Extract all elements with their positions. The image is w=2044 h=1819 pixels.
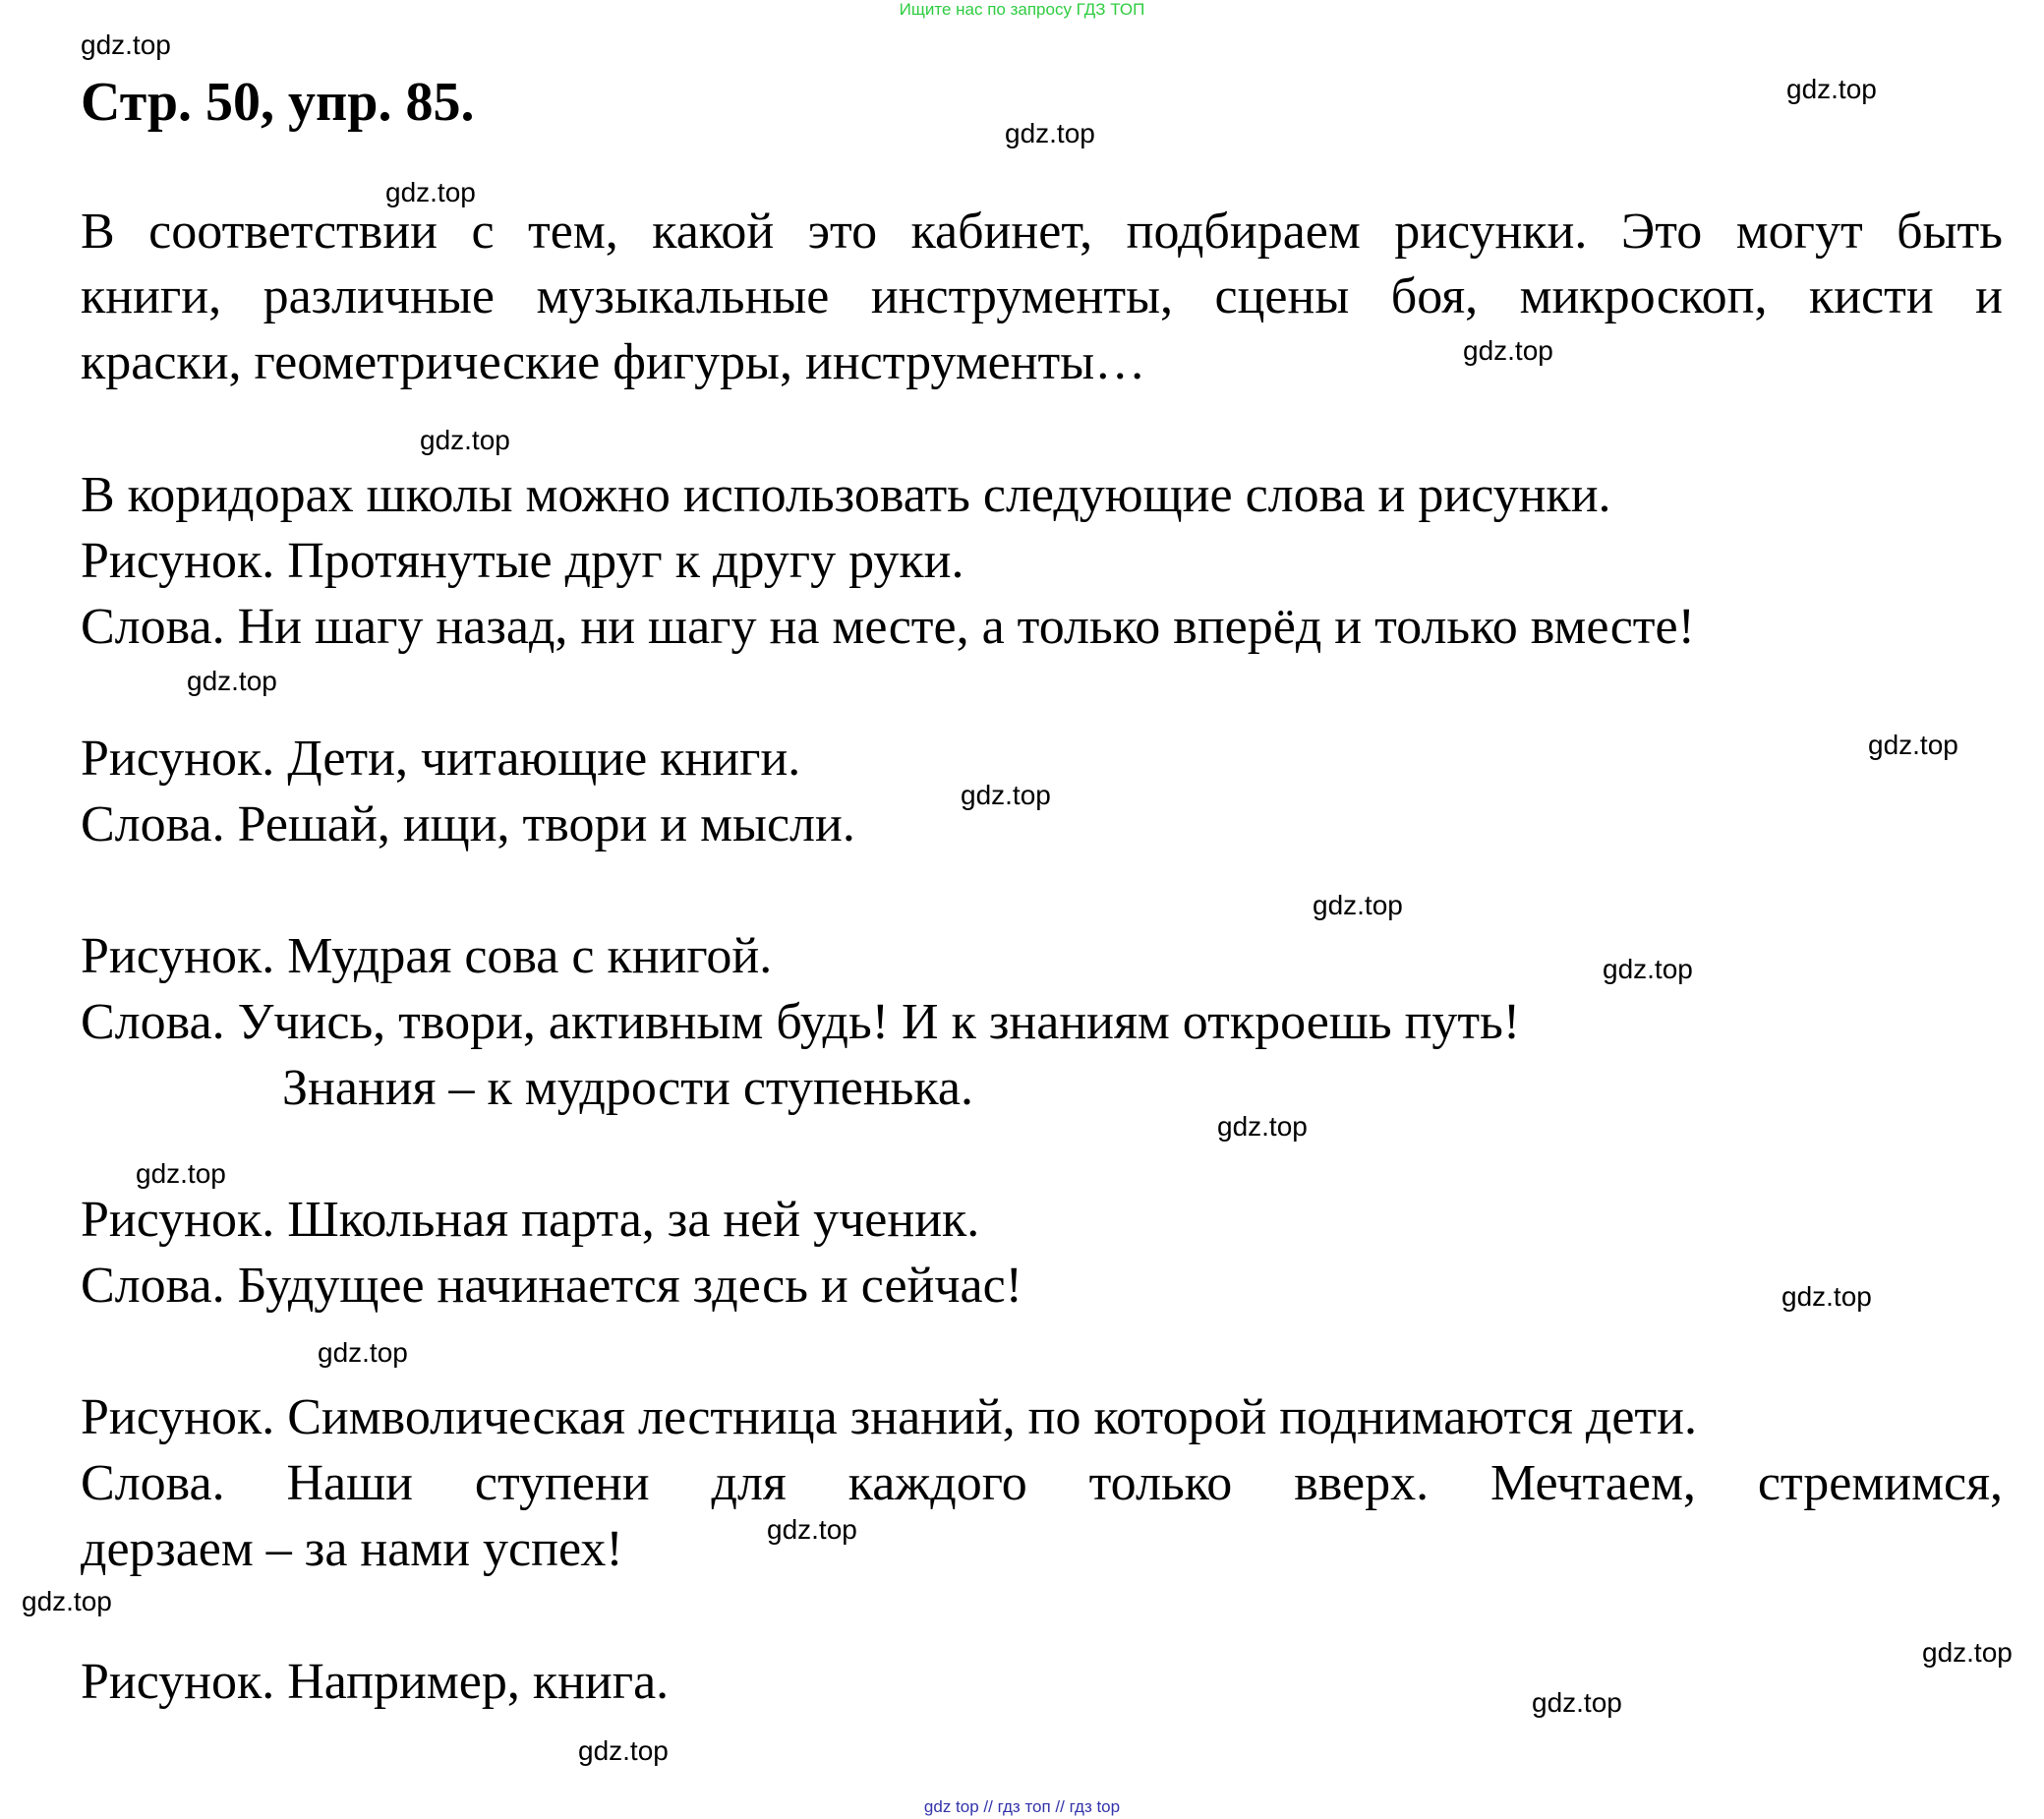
watermark: gdz.top [22, 1586, 112, 1616]
watermark: gdz.top [1532, 1687, 1622, 1718]
top-banner: Ищите нас по запросу ГДЗ ТОП [899, 0, 1145, 19]
text-line: Слова. Учись, твори, активным будь! И к знаниям откроешь путь! [81, 994, 1521, 1050]
text-line: Слова. Будущее начинается здесь и сейчас! [81, 1258, 1022, 1314]
page-title: Стр. 50, упр. 85. [81, 72, 475, 133]
watermark: gdz.top [1781, 1281, 1872, 1312]
text-line: книги, различные музыкальные инструменты, сцены боя, микроскоп, кисти и [81, 268, 2003, 324]
text-line: дерзаем – за нами успех! [81, 1521, 623, 1577]
watermark: gdz.top [385, 177, 476, 207]
watermark: gdz.top [1922, 1637, 2013, 1668]
watermark: gdz.top [318, 1337, 408, 1368]
watermark: gdz.top [1217, 1111, 1308, 1142]
text-line: Рисунок. Протянутые друг к другу руки. [81, 533, 964, 589]
watermark: gdz.top [420, 425, 510, 455]
text-line: Рисунок. Мудрая сова с книгой. [81, 928, 773, 984]
watermark: gdz.top [1868, 730, 1958, 760]
text-line: Рисунок. Дети, читающие книги. [81, 731, 801, 787]
watermark: gdz.top [1603, 954, 1693, 984]
watermark: gdz.top [578, 1735, 669, 1766]
text-line: Слова. Решай, ищи, твори и мысли. [81, 796, 855, 852]
watermark: gdz.top [1313, 890, 1403, 920]
text-line: Слова. Ни шагу назад, ни шагу на месте, а только вперёд и только вместе! [81, 599, 1695, 655]
text-line: Рисунок. Школьная парта, за ней ученик. [81, 1192, 980, 1248]
watermark: gdz.top [136, 1158, 226, 1189]
watermark: gdz.top [961, 780, 1051, 810]
watermark: gdz.top [187, 666, 277, 696]
text-line: Слова. Наши ступени для каждого только вверх. Мечтаем, стремимся, [81, 1455, 2003, 1511]
text-line: краски, геометрические фигуры, инструменты… [81, 334, 1146, 390]
watermark: gdz.top [81, 29, 171, 60]
watermark: gdz.top [1005, 118, 1095, 148]
text-line: В коридорах школы можно использовать следующие слова и рисунки. [81, 467, 1611, 523]
bottom-banner: gdz top // гдз топ // гдз top [923, 1797, 1121, 1816]
text-line: В соответствии с тем, какой это кабинет, подбираем рисунки. Это могут быть [81, 204, 2003, 260]
text-line: Рисунок. Символическая лестница знаний, по которой поднимаются дети. [81, 1389, 1697, 1445]
text-line: Знания – к мудрости ступенька. [282, 1060, 973, 1116]
watermark: gdz.top [1463, 335, 1553, 366]
watermark: gdz.top [767, 1514, 857, 1545]
watermark: gdz.top [1786, 74, 1877, 104]
text-line: Рисунок. Например, книга. [81, 1654, 670, 1710]
